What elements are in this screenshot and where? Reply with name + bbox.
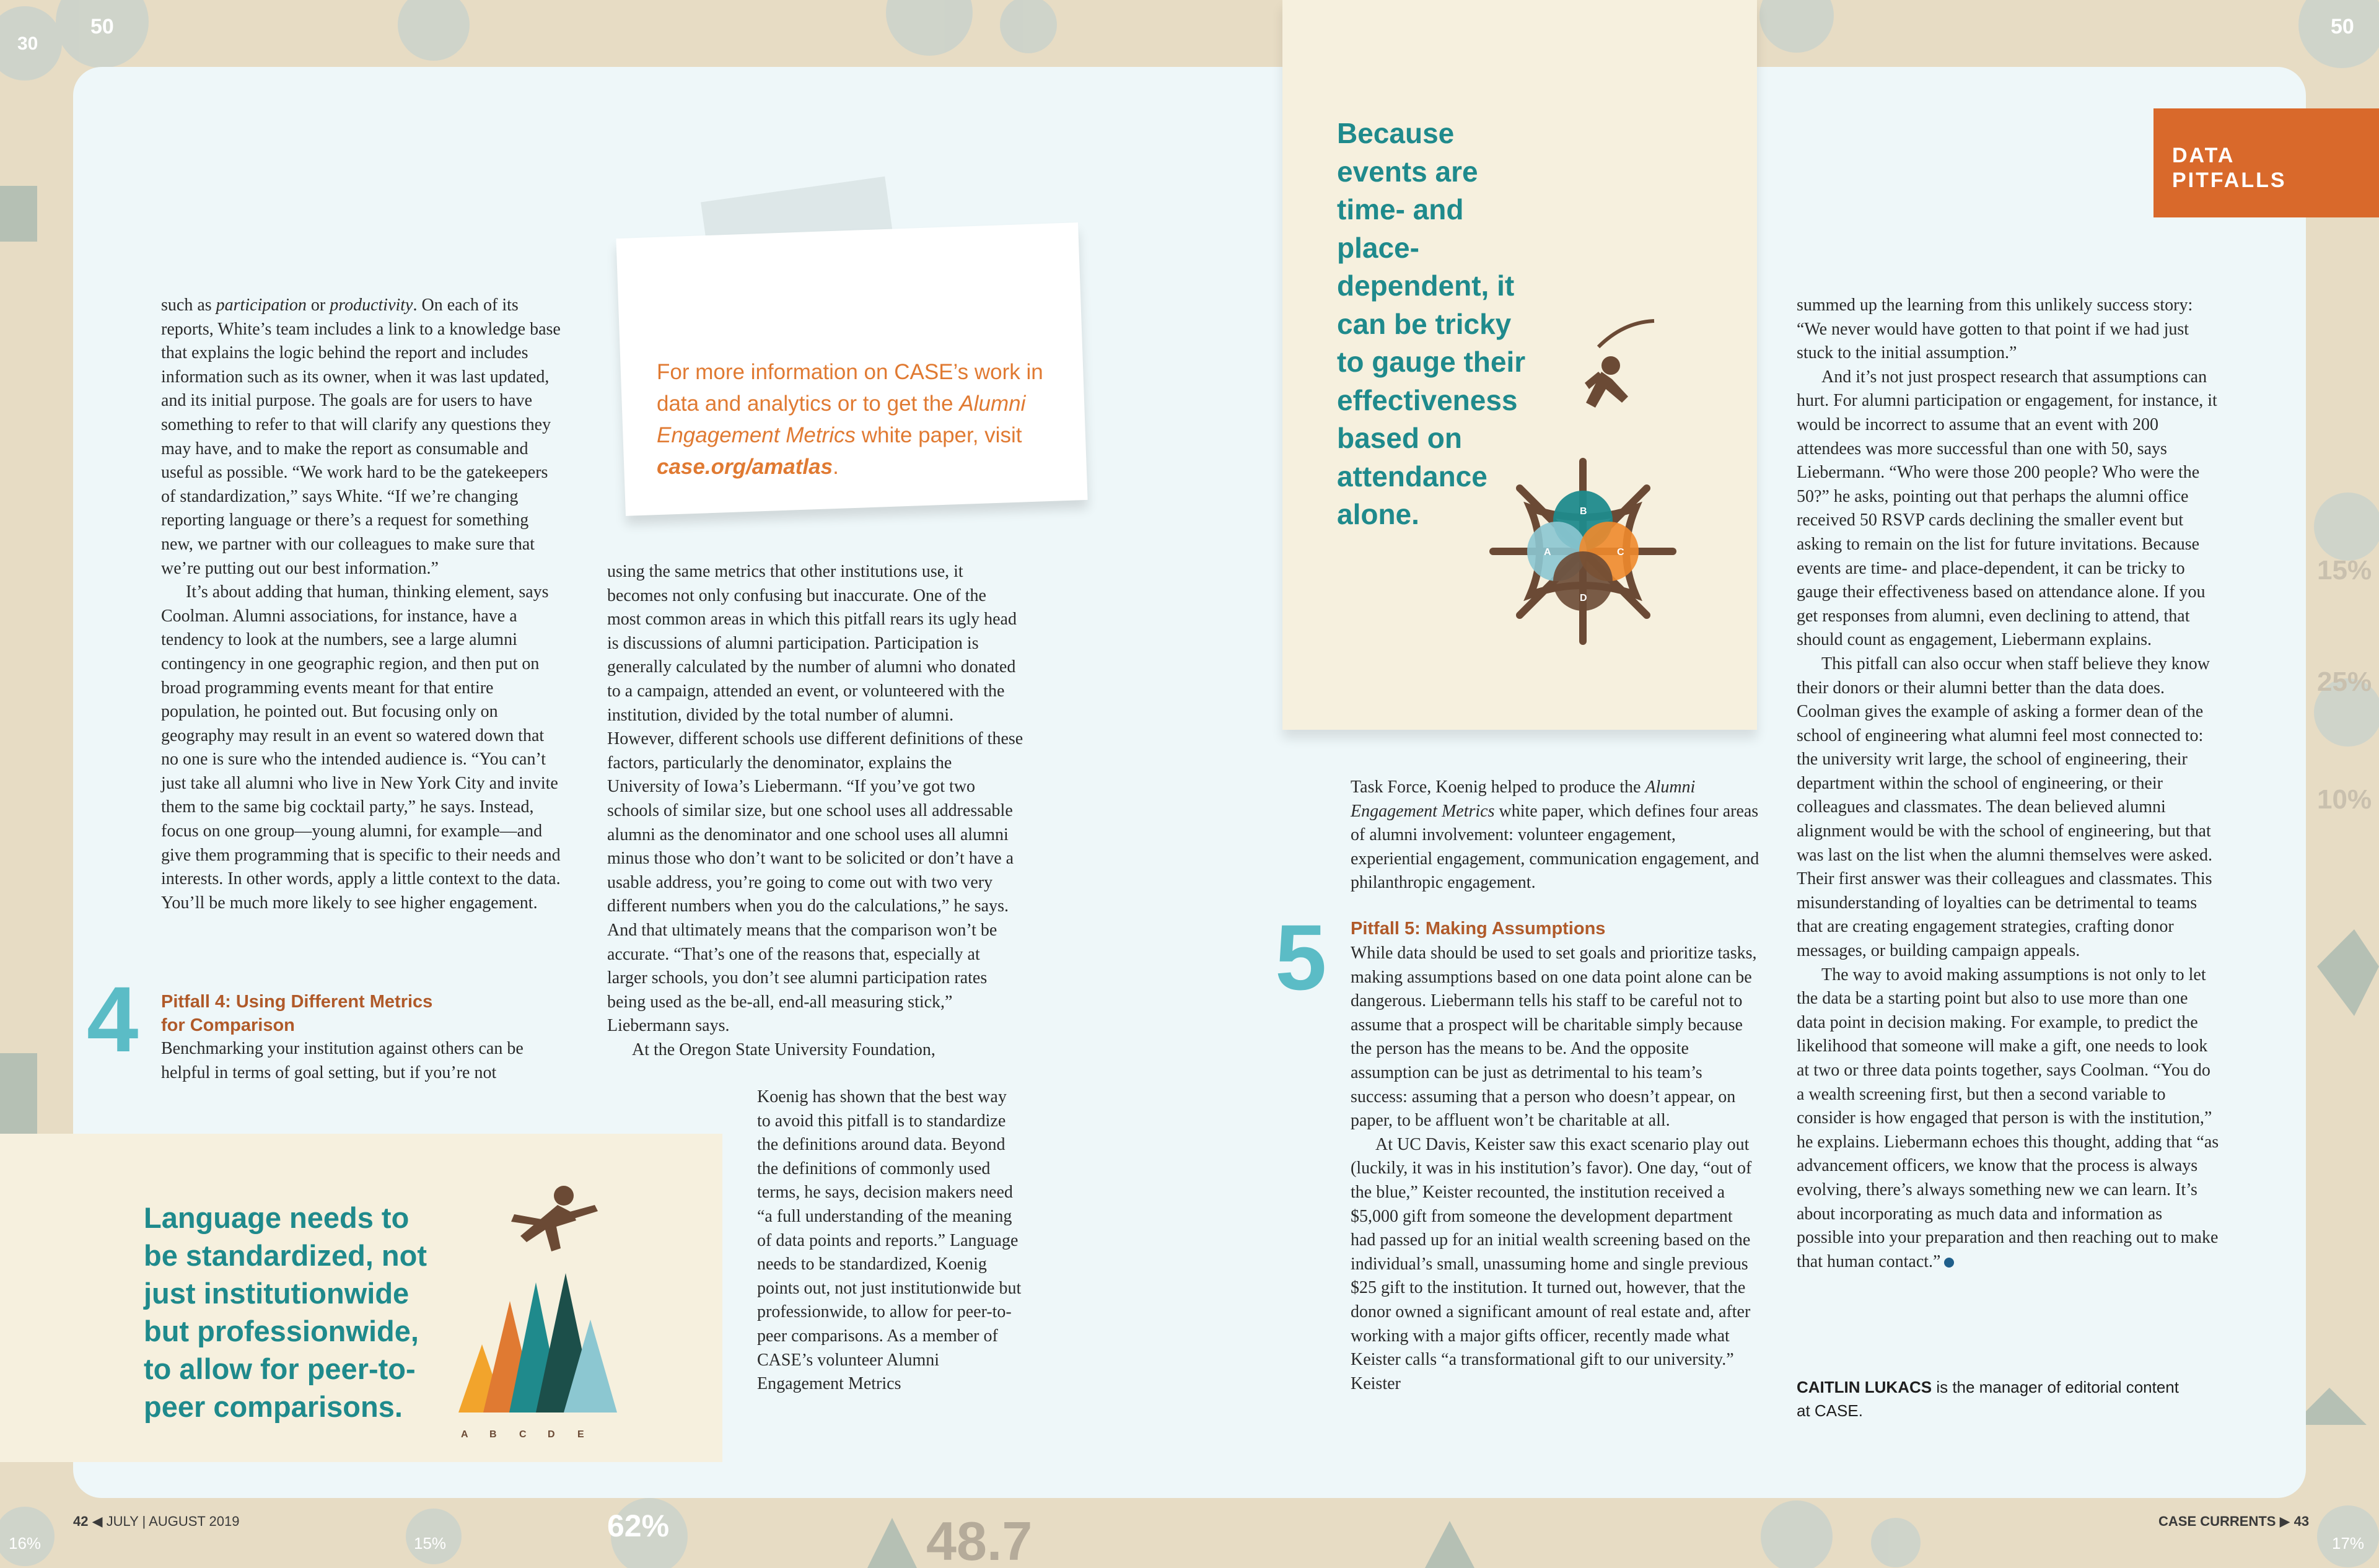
- column-3-top: [1351, 776, 1759, 895]
- col4-paragraph-3: This pitfall can also occur when staff believe they know their donors or their alumni better than the data does. Coolman gives the example of asking a former dean of the school of engineering what alumni feel most connected to: the university writ large, the school of engineering, their department within the school of engineering, or their colleagues and classmates. The dean believed alumni alignment would be with the school of engineering, but that was last on the list when the alumni themselves were asked. Their first answer was their colleagues and classmates. This misunderstanding of loyalties can be detrimental to teams that are creating engagement strategies, crafting donor messages, or building campaign appeals.: [1797, 654, 2213, 961]
- pitfall-4-heading: [161, 990, 564, 1037]
- col2-paragraph-2-start: At the Oregon State University Foundation,: [632, 1040, 935, 1059]
- chart-label-b: B: [489, 1429, 497, 1440]
- falling-person-icon: [511, 1186, 598, 1251]
- end-mark-icon: [1944, 1258, 1954, 1268]
- column-3-body: [1351, 942, 1759, 1396]
- note-title: Alumni Engagement Metrics: [657, 392, 1026, 447]
- footer-left-issue: JULY | AUGUST 2019: [106, 1513, 240, 1529]
- column-2: [607, 560, 1023, 1062]
- footer-left: [73, 1513, 239, 1530]
- venn-label-c: C: [1617, 547, 1624, 558]
- pitfall-4-number: 4: [87, 967, 139, 1071]
- col2-paragraph-2-rest: Koenig has shown that the best way to avoid this pitfall is to standardize the definitions around data. Beyond the definitions of commonly used terms, he says, decision makers need “a full understanding of the meaning of data points and reports.” Language needs to be standardized, Koenig points out, not just institutionwide but professionwide, to allow for peer-to-peer comparisons. As a member of CASE’s volunteer Alumni Engagement Metrics: [757, 1087, 1022, 1394]
- chart-label-a: A: [461, 1429, 468, 1440]
- col3-p1-italic: Alumni Engagement Metrics: [1351, 777, 1696, 821]
- pitfall-5-number: 5: [1275, 905, 1327, 1009]
- venn-label-b: B: [1580, 506, 1587, 517]
- bg-number: 50: [2331, 15, 2354, 38]
- author-name: CAITLIN LUKACS: [1797, 1378, 1932, 1396]
- col3-paragraph-2: While data should be used to set goals and prioritize tasks, making assumptions based on one data point alone can be dangerous. Liebermann tells his staff to be careful not to assume that a prospect will be charitable simply because the person has the means to be. And the opposite assumption can be just as detrimental to his team’s success: assuming that a person who doesn’t appear, on paper, to be affluent won’t be charitable at all.: [1351, 944, 1757, 1131]
- col4-p4-text: The way to avoid making assumptions is not only to let the data be a starting point but also to use more than one data point in decision making. For example, to predict the likelihood that someone will make a gift, one needs to look at two or three data points together, says Coolman. “You do a wealth screening first, but then a second variable to consider is how engaged that person is with the institution,” he explains. Liebermann echoes this thought, adding that “as advancement officers, we know that the process is always evolving, there’s always something new we can learn. It’s about incorporating as much data and information as possible into your preparation and then reaching out to make that human contact.”: [1797, 965, 2219, 1271]
- bg-number: 17%: [2332, 1534, 2365, 1553]
- triangle-chart-illustration: [440, 1177, 626, 1450]
- note-link[interactable]: case.org/amatlas: [657, 455, 833, 479]
- bg-number: 62%: [607, 1509, 670, 1543]
- pull-quote-left: Language needs to be standardized, not just institutionwide but professionwide, to allow for peer-to-peer comparisons.: [144, 1201, 427, 1423]
- chart-label-e: E: [577, 1429, 584, 1440]
- author-byline: [1797, 1375, 2181, 1422]
- column-4: [1797, 294, 2219, 1274]
- bg-number: 15%: [2317, 555, 2372, 585]
- falling-person-icon: [1585, 321, 1654, 408]
- pitfall-4-heading-line2: for Comparison: [161, 1015, 295, 1035]
- author-bio: is the manager of editorial content at CASE.: [1797, 1378, 2179, 1420]
- col3-p1-post: white paper, which defines four areas of alumni involvement: volunteer engagement, experiential engagement, communication engagement, and philanthropic engagement.: [1351, 801, 1759, 893]
- bg-number: 48.7: [926, 1510, 1033, 1568]
- chart-label-c: C: [519, 1429, 527, 1440]
- section-tab-line1: DATA: [2172, 144, 2235, 167]
- pitfall-4-heading-line1: Pitfall 4: Using Different Metrics: [161, 992, 433, 1012]
- col4-paragraph-1: summed up the learning from this unlikely success story: “We never would have gotten to that point if we had just stuck to the initial assumption.”: [1797, 296, 2193, 363]
- bg-number: 50: [90, 15, 114, 38]
- col1-paragraph-3: Benchmarking your institution against others can be helpful in terms of goal setting, but if you’re not: [161, 1039, 524, 1082]
- note-mid: white paper, visit: [855, 423, 1022, 447]
- footer-right-page-number: 43: [2294, 1513, 2310, 1529]
- col1-p1-post: . On each of its reports, White’s team includes a link to a knowledge base that explains the logic behind the report and includes information such as its owner, when it was last updated, and its initial purpose. The goals are for users to have something to refer to that will clarify any questions they may have, and to make the report as consumable and useful as possible. “We work hard to be the gatekeepers of standardization,” says White. “If we’re changing reporting language or there’s a request for something new, we partner with our colleagues to make sure that we’re putting out our best information.”: [161, 296, 561, 578]
- column-1: [161, 294, 561, 915]
- note-post: .: [833, 455, 839, 479]
- venn-label-d: D: [1580, 593, 1587, 603]
- col4-paragraph-4: [1797, 963, 2219, 1274]
- bg-number: 10%: [2317, 784, 2372, 815]
- footer-right: [2158, 1513, 2309, 1530]
- venn-label-a: A: [1544, 547, 1551, 558]
- footer-left-page-number: 42: [73, 1513, 89, 1529]
- triangle-right-icon: ▶: [2279, 1513, 2290, 1529]
- bg-number: 16%: [9, 1534, 42, 1553]
- triangle-left-icon: ◀: [92, 1513, 103, 1529]
- col4-paragraph-2: And it’s not just prospect research that assumptions can hurt. For alumni participation or engagement, for instance, it would be incorrect to assume that an event with 200 attendees was more successful than one with 50, says Liebermann. “Who were those 200 people? Who were the 50?” he asks, pointing out that perhaps the alumni office received 50 RSVP cards declining the smaller event but asking to remain on the list for future invitations. Because events are time- and place-dependent, it can be tricky to gauge their effectiveness based on attendance alone. If you get responses from alumni, even declining to attend, that should count as engagement, Liebermann explains.: [1797, 367, 2217, 650]
- section-tab: [2153, 108, 2379, 217]
- pitfall-5-heading: Pitfall 5: Making Assumptions: [1351, 919, 1606, 939]
- bg-number: 30: [17, 33, 38, 54]
- col1-p1-italic1: participation: [216, 296, 307, 315]
- spider-web-venn-illustration: [1468, 310, 1704, 681]
- col1-paragraph-1: [161, 294, 561, 580]
- bg-number: 15%: [414, 1534, 447, 1553]
- col3-paragraph-3: At UC Davis, Keister saw this exact scenario play out (luckily, it was in his institution’s favor). One day, “out of the blue,” Keister recounted, the institution received a $5,000 gift from someone the development department had passed up for an initial wealth screening based on the individual’s small, unassuming home and single previous $25 gift to the institution. It turned out, however, that the donor owned a significant amount of real estate and, after working with a major gifts officer, recently made what Keister calls “a transformational gift to our university.” Keister: [1351, 1134, 1752, 1393]
- sidebar-note-text: [657, 356, 1053, 483]
- col1-p1-mid: or: [306, 296, 330, 315]
- col2-paragraph-1: using the same metrics that other institutions use, it becomes not only confusing but inaccurate. One of the most common areas in which this pitfall rears its ugly head is discussions of alumni participation. Participation is generally calculated by the number of alumni who donated to a campaign, attended an event, or volunteered with the institution, divided by the total number of alumni. However, different schools use different definitions of these factors, particularly the denominator, explains the University of Iowa’s Liebermann. “If you’ve got two schools of similar size, but one school uses all addressable alumni as the denominator and one school uses all alumni minus those who don’t want to be solicited or don’t have a usable address, you’re going to come out with two very different numbers when you do the calculations,” he says. And that ultimately means that the comparison won’t be accurate. “That’s one of the reasons that, especially at larger schools, you don’t see alumni participation rates being used as the be-all, end-all measuring stick,” Liebermann says.: [607, 562, 1023, 1036]
- footer-right-magazine: CASE CURRENTS: [2158, 1513, 2276, 1529]
- section-tab-line2: PITFALLS: [2172, 169, 2287, 192]
- chart-label-d: D: [548, 1429, 555, 1440]
- note-pre: For more information on CASE’s work in data and analytics or to get the: [657, 360, 1043, 416]
- col1-p1-pre: such as: [161, 296, 216, 315]
- bg-number: 25%: [2317, 667, 2372, 697]
- col1-paragraph-2: It’s about adding that human, thinking element, says Coolman. Alumni associations, for instance, have a tendency to look at the numbers, see a large alumni contingency in one geographic region, and then put on broad programming events meant for that entire population, he pointed out. But focusing only on geography may result in an event so watered down that no one is sure who the intended audience is. “You can’t just take all alumni who live in New York City and invite them to the same big cocktail party,” he says. Instead, focus on one group—young alumni, for example—and give them programming that is specific to their needs and interests. In other words, apply a little context to the data. You’ll be much more likely to see higher engagement.: [161, 582, 561, 913]
- col1-p1-italic2: productivity: [330, 296, 413, 315]
- pull-quote-right: Because events are time- and place-dependent, it can be tricky to gauge their effectiveness based on attendance alone.: [1337, 117, 1526, 530]
- col3-paragraph-1: [1351, 776, 1759, 895]
- col3-p1-pre: Task Force, Koenig helped to produce the: [1351, 777, 1645, 797]
